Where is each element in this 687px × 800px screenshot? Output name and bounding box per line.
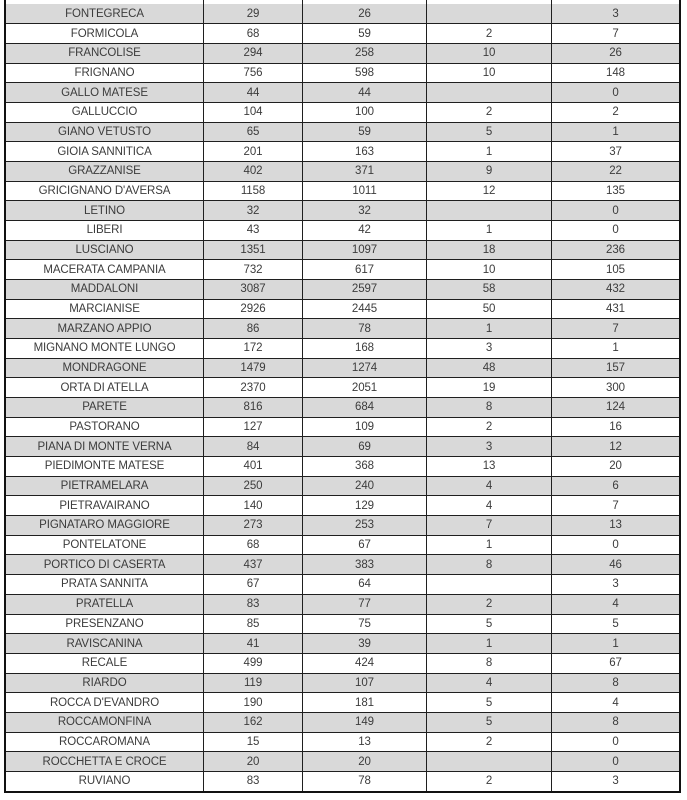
cell-value-4: 148	[606, 67, 625, 80]
cell-value-1: 1158	[204, 182, 303, 201]
cell-value-1: 201	[204, 142, 303, 161]
table-body	[6, 4, 679, 791]
cell-value-2: 383	[303, 555, 427, 574]
cell-value-1: 756	[204, 64, 303, 83]
cell-value-2: 598	[303, 64, 427, 83]
cell-value-1: 172	[204, 339, 303, 358]
cell-municipality: GIANO VETUSTO	[6, 123, 204, 142]
cell-value-4: 1	[612, 126, 619, 139]
cell-value-2: 107	[303, 674, 427, 693]
cell-municipality: PIETRAVAIRANO	[6, 496, 204, 515]
table-row	[6, 358, 679, 378]
cell-value-1: 84	[204, 437, 303, 456]
cell-value-3: 5	[427, 693, 552, 712]
cell-value-1: 29	[204, 4, 303, 24]
cell-value-1: 401	[204, 457, 303, 476]
cell-municipality: PORTICO DI CASERTA	[6, 555, 204, 574]
cell-value-1: 127	[204, 418, 303, 437]
cell-value-1: 83	[204, 772, 303, 791]
cell-value-4: 5	[612, 617, 619, 630]
cell-municipality: MADDALONI	[6, 280, 204, 299]
cell-municipality: ROCCHETTA E CROCE	[6, 752, 204, 771]
cell-value-4: 3	[612, 578, 619, 591]
cell-value-2: 78	[303, 772, 427, 791]
cell-value-4: 6	[612, 480, 619, 493]
cell-value-4: 0	[612, 755, 619, 768]
cell-value-1: 1479	[204, 359, 303, 378]
cell-value-4: 16	[609, 421, 622, 434]
cell-municipality: FRIGNANO	[6, 64, 204, 83]
cell-value-1: 3087	[204, 280, 303, 299]
cell-value-1: 816	[204, 398, 303, 417]
cell-value-4: 7	[612, 27, 619, 40]
cell-value-2: 163	[303, 142, 427, 161]
cell-value-2: 20	[303, 752, 427, 771]
cell-value-4: 7	[612, 322, 619, 335]
cell-value-4: 12	[609, 440, 622, 453]
cell-municipality: PIGNATARO MAGGIORE	[6, 516, 204, 535]
cell-value-3	[427, 83, 552, 102]
cell-value-4: 0	[612, 735, 619, 748]
cell-value-4: 46	[609, 558, 622, 571]
table-row	[6, 4, 679, 24]
cell-value-4: 4	[612, 696, 619, 709]
cell-value-4: 26	[609, 47, 622, 60]
cell-value-3: 10	[427, 44, 552, 63]
cell-value-4: 1	[612, 637, 619, 650]
cell-value-2: 617	[303, 260, 427, 279]
cell-value-2: 168	[303, 339, 427, 358]
table-row	[6, 161, 679, 181]
cell-municipality: LUSCIANO	[6, 241, 204, 260]
cell-municipality: ROCCA D'EVANDRO	[6, 693, 204, 712]
cell-value-2: 75	[303, 615, 427, 634]
table-row	[6, 515, 679, 535]
cell-value-3: 4	[427, 496, 552, 515]
cell-value-2: 78	[303, 319, 427, 338]
cell-value-4: 8	[612, 676, 619, 689]
cell-value-1: 86	[204, 319, 303, 338]
cell-municipality: MACERATA CAMPANIA	[6, 260, 204, 279]
cell-value-4: 8	[612, 716, 619, 729]
cell-value-1: 32	[204, 201, 303, 220]
cell-value-3: 2	[427, 733, 552, 752]
cell-value-1: 162	[204, 713, 303, 732]
table-row	[6, 771, 679, 791]
table-row	[6, 476, 679, 496]
table-row	[6, 220, 679, 240]
cell-municipality: GRICIGNANO D'AVERSA	[6, 182, 204, 201]
table-row	[6, 63, 679, 83]
cell-value-3: 1	[427, 634, 552, 653]
cell-value-3: 13	[427, 457, 552, 476]
cell-municipality: PIANA DI MONTE VERNA	[6, 437, 204, 456]
cell-value-2: 1274	[303, 359, 427, 378]
cell-value-2: 26	[303, 4, 427, 24]
table-row	[6, 653, 679, 673]
cell-value-2: 100	[303, 103, 427, 122]
cell-value-3: 1	[427, 536, 552, 555]
cell-value-3: 2	[427, 24, 552, 43]
table-row	[6, 692, 679, 712]
cell-value-3: 2	[427, 418, 552, 437]
cell-municipality: ROCCAROMANA	[6, 733, 204, 752]
cell-value-1: 190	[204, 693, 303, 712]
cell-value-4: 1	[612, 342, 619, 355]
cell-value-3: 3	[427, 437, 552, 456]
cell-value-1: 68	[204, 536, 303, 555]
cell-municipality: FRANCOLISE	[6, 44, 204, 63]
cell-municipality: PIETRAMELARA	[6, 477, 204, 496]
cell-value-2: 1011	[303, 182, 427, 201]
table-row	[6, 495, 679, 515]
cell-value-4: 3	[612, 775, 619, 788]
cell-value-2: 684	[303, 398, 427, 417]
cell-value-3: 8	[427, 654, 552, 673]
cell-value-4: 22	[609, 165, 622, 178]
cell-value-1: 2370	[204, 378, 303, 397]
cell-value-3: 50	[427, 300, 552, 319]
cell-value-1: 43	[204, 221, 303, 240]
cell-value-2: 2051	[303, 378, 427, 397]
cell-value-2: 368	[303, 457, 427, 476]
cell-value-4: 135	[606, 185, 625, 198]
cell-value-2: 371	[303, 162, 427, 181]
cell-value-1: 65	[204, 123, 303, 142]
cell-value-2: 13	[303, 733, 427, 752]
table-row	[6, 456, 679, 476]
cell-value-1: 2926	[204, 300, 303, 319]
cell-value-2: 240	[303, 477, 427, 496]
cell-value-1: 402	[204, 162, 303, 181]
cell-municipality: MARZANO APPIO	[6, 319, 204, 338]
cell-value-2: 253	[303, 516, 427, 535]
cell-value-2: 59	[303, 24, 427, 43]
cell-value-4: 0	[612, 539, 619, 552]
cell-value-2: 32	[303, 201, 427, 220]
cell-value-1: 83	[204, 595, 303, 614]
cell-value-4: 20	[609, 460, 622, 473]
cell-value-2: 67	[303, 536, 427, 555]
cell-value-2: 109	[303, 418, 427, 437]
cell-value-3: 2	[427, 103, 552, 122]
cell-municipality: GALLO MATESE	[6, 83, 204, 102]
cell-value-4: 432	[606, 283, 625, 296]
cell-value-2: 129	[303, 496, 427, 515]
cell-municipality: ROCCAMONFINA	[6, 713, 204, 732]
table-row	[6, 417, 679, 437]
cell-value-4: 300	[606, 381, 625, 394]
cell-municipality: GIOIA SANNITICA	[6, 142, 204, 161]
cell-value-3: 5	[427, 615, 552, 634]
cell-value-2: 424	[303, 654, 427, 673]
cell-value-1: 67	[204, 575, 303, 594]
cell-value-1: 44	[204, 83, 303, 102]
cell-value-2: 181	[303, 693, 427, 712]
cell-value-1: 140	[204, 496, 303, 515]
cell-value-2: 59	[303, 123, 427, 142]
cell-municipality: LIBERI	[6, 221, 204, 240]
cell-municipality: RECALE	[6, 654, 204, 673]
cell-value-1: 15	[204, 733, 303, 752]
cell-value-4: 3	[612, 7, 619, 20]
cell-value-3: 7	[427, 516, 552, 535]
cell-value-3: 1	[427, 142, 552, 161]
cell-value-4: 0	[612, 204, 619, 217]
cell-value-2: 1097	[303, 241, 427, 260]
cell-value-1: 68	[204, 24, 303, 43]
table-row	[6, 614, 679, 634]
table-row	[6, 397, 679, 417]
cell-value-4: 105	[606, 263, 625, 276]
cell-value-3: 4	[427, 674, 552, 693]
cell-value-3: 8	[427, 555, 552, 574]
cell-value-3	[427, 201, 552, 220]
cell-value-4: 124	[606, 401, 625, 414]
cell-municipality: FONTEGRECA	[6, 4, 204, 24]
cell-value-1: 250	[204, 477, 303, 496]
cell-municipality: RAVISCANINA	[6, 634, 204, 653]
table-row	[6, 200, 679, 220]
cell-value-1: 437	[204, 555, 303, 574]
cell-value-3: 58	[427, 280, 552, 299]
table-row	[6, 732, 679, 752]
cell-value-4: 2	[612, 106, 619, 119]
cell-municipality: MIGNANO MONTE LUNGO	[6, 339, 204, 358]
cell-value-4: 431	[606, 303, 625, 316]
cell-value-2: 77	[303, 595, 427, 614]
cell-municipality: PONTELATONE	[6, 536, 204, 555]
cell-municipality: PRATA SANNITA	[6, 575, 204, 594]
cell-value-1: 85	[204, 615, 303, 634]
cell-value-4: 13	[609, 519, 622, 532]
cell-municipality: PARETE	[6, 398, 204, 417]
cell-value-4: 236	[606, 244, 625, 257]
table-row	[6, 751, 679, 771]
cell-municipality: ORTA DI ATELLA	[6, 378, 204, 397]
table-row	[6, 554, 679, 574]
cell-value-2: 258	[303, 44, 427, 63]
cell-value-2: 2445	[303, 300, 427, 319]
table-row	[6, 318, 679, 338]
cell-value-3: 1	[427, 221, 552, 240]
cell-value-3: 10	[427, 64, 552, 83]
cell-value-2: 42	[303, 221, 427, 240]
table-row	[6, 633, 679, 653]
cell-value-1: 1351	[204, 241, 303, 260]
cell-municipality: LETINO	[6, 201, 204, 220]
cell-value-3: 8	[427, 398, 552, 417]
cell-value-3: 2	[427, 772, 552, 791]
cell-value-1: 273	[204, 516, 303, 535]
cell-municipality: MONDRAGONE	[6, 359, 204, 378]
municipality-data-table	[4, 0, 681, 793]
table-row	[6, 299, 679, 319]
cell-municipality: GRAZZANISE	[6, 162, 204, 181]
cell-value-3: 18	[427, 241, 552, 260]
cell-municipality: PRESENZANO	[6, 615, 204, 634]
cell-value-2: 64	[303, 575, 427, 594]
table-row	[6, 436, 679, 456]
cell-value-3: 5	[427, 123, 552, 142]
cell-value-4: 0	[612, 224, 619, 237]
table-row	[6, 535, 679, 555]
table-row	[6, 594, 679, 614]
cell-value-3: 1	[427, 319, 552, 338]
cell-municipality: RIARDO	[6, 674, 204, 693]
cell-value-1: 20	[204, 752, 303, 771]
table-row	[6, 338, 679, 358]
cell-value-3: 2	[427, 595, 552, 614]
cell-value-3: 3	[427, 339, 552, 358]
table-row	[6, 673, 679, 693]
cell-municipality: PRATELLA	[6, 595, 204, 614]
cell-value-2: 69	[303, 437, 427, 456]
table-row	[6, 712, 679, 732]
cell-value-4: 4	[612, 598, 619, 611]
cell-value-4: 7	[612, 499, 619, 512]
cell-value-1: 41	[204, 634, 303, 653]
cell-municipality: GALLUCCIO	[6, 103, 204, 122]
cell-value-2: 149	[303, 713, 427, 732]
cell-value-1: 119	[204, 674, 303, 693]
cell-value-4: 67	[609, 657, 622, 670]
table-row	[6, 377, 679, 397]
cell-value-1: 294	[204, 44, 303, 63]
cell-value-3: 48	[427, 359, 552, 378]
cell-municipality: MARCIANISE	[6, 300, 204, 319]
table-row	[6, 279, 679, 299]
cell-value-1: 732	[204, 260, 303, 279]
table-row	[6, 141, 679, 161]
table-row	[6, 43, 679, 63]
cell-value-4: 0	[612, 86, 619, 99]
cell-value-3	[427, 575, 552, 594]
cell-value-4: 37	[609, 145, 622, 158]
table-row	[6, 181, 679, 201]
cell-value-2: 44	[303, 83, 427, 102]
table-row	[6, 23, 679, 43]
cell-value-3: 4	[427, 477, 552, 496]
cell-municipality: PASTORANO	[6, 418, 204, 437]
cell-value-1: 499	[204, 654, 303, 673]
table-row	[6, 122, 679, 142]
cell-value-1: 104	[204, 103, 303, 122]
table-row	[6, 240, 679, 260]
cell-municipality: RUVIANO	[6, 772, 204, 791]
cell-value-3	[427, 4, 552, 24]
table-row	[6, 259, 679, 279]
cell-value-3: 12	[427, 182, 552, 201]
table-row	[6, 574, 679, 594]
table-row	[6, 82, 679, 102]
cell-value-3: 5	[427, 713, 552, 732]
cell-value-2: 39	[303, 634, 427, 653]
cell-value-3: 10	[427, 260, 552, 279]
cell-municipality: FORMICOLA	[6, 24, 204, 43]
cell-value-4: 157	[606, 362, 625, 375]
cell-value-3: 9	[427, 162, 552, 181]
table-row	[6, 102, 679, 122]
cell-value-3	[427, 752, 552, 771]
cell-municipality: PIEDIMONTE MATESE	[6, 457, 204, 476]
cell-value-3: 19	[427, 378, 552, 397]
cell-value-2: 2597	[303, 280, 427, 299]
